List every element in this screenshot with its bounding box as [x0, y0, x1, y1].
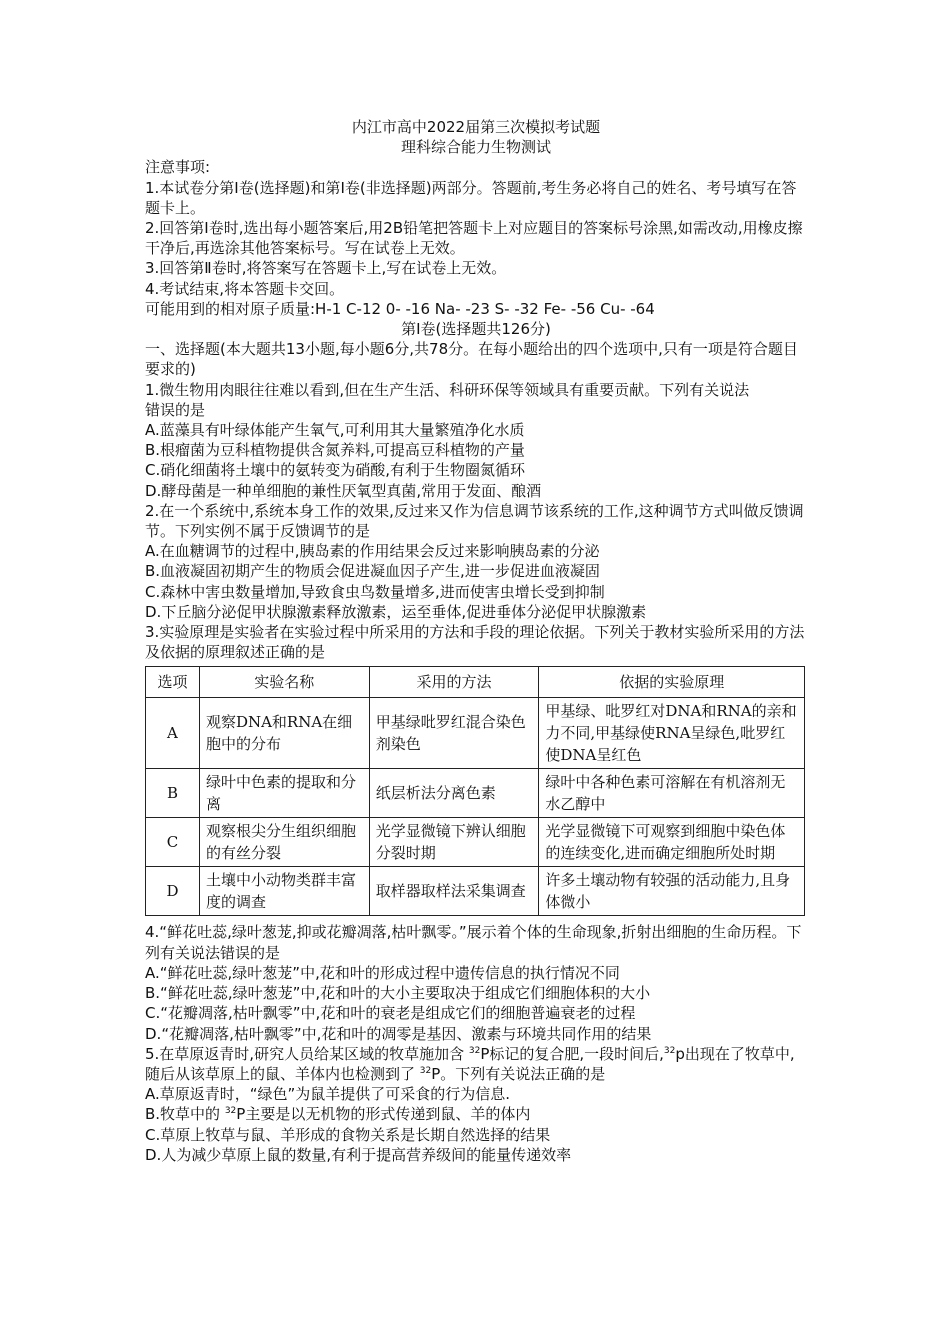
- question-stem: [145, 1044, 807, 1084]
- table-cell: 绿叶中色素的提取和分离: [199, 769, 369, 818]
- table-row: [146, 769, 805, 818]
- stem-text: P。下列有关说法正确的是: [431, 1064, 606, 1083]
- option-d: D.下丘脑分泌促甲状腺激素释放激素，运至垂体,促进垂体分泌促甲状腺激素: [145, 602, 647, 621]
- notice-item: 1.本试卷分第Ⅰ卷(选择题)和第Ⅰ卷(非选择题)两部分。答题前,考生务必将自己的姓名、考号填写在答题卡上。: [145, 178, 797, 217]
- isotope-superscript: 32: [224, 1106, 237, 1117]
- option-c: C.硝化细菌将土壤中的氨转变为硝酸,有利于生物圈氮循环: [145, 461, 526, 480]
- isotope-superscript: 32: [663, 1045, 676, 1056]
- header-cell: 实验名称: [199, 667, 369, 698]
- question-4: [145, 922, 807, 1043]
- option-a: A.蓝藻具有叶绿体能产生氧气,可利用其大量繁殖净化水质: [145, 421, 525, 440]
- table-cell: B: [146, 769, 200, 818]
- table-cell: 光学显微镜下可观察到细胞中染色体的连续变化,进而确定细胞所处时期: [539, 818, 805, 867]
- notice-item: 4.考试结束,将本答题卡交回。: [145, 279, 345, 298]
- table-cell: 观察DNA和RNA在细胞中的分布: [199, 698, 369, 769]
- question-1: [145, 380, 807, 501]
- table-cell: 许多土壤动物有较强的活动能力,且身体微小: [539, 867, 805, 916]
- option-d: D.“花瓣凋落,枯叶飘零”中,花和叶的凋零是基因、激素与环境共同作用的结果: [145, 1024, 652, 1043]
- notice-item: 3.回答第Ⅱ卷时,将答案写在答题卡上,写在试卷上无效。: [145, 259, 507, 278]
- experiment-table: [145, 666, 805, 916]
- section-title: 第Ⅰ卷(选择题共126分): [401, 320, 551, 339]
- exam-content: [145, 117, 807, 1165]
- header-cell: 依据的实验原理: [539, 667, 805, 698]
- option-a: A.“鲜花吐蕊,绿叶葱茏”中,花和叶的形成过程中遗传信息的执行情况不同: [145, 963, 620, 982]
- option-c: C.森林中害虫数量增加,导致食虫鸟数量增多,进而使害虫增长受到抑制: [145, 582, 605, 601]
- table-cell: C: [146, 818, 200, 867]
- table-cell: 甲基绿、吡罗红对DNA和RNA的亲和力不同,甲基绿使RNA呈绿色,吡罗红使DNA呈红色: [539, 698, 805, 769]
- table-row: [146, 698, 805, 769]
- isotope-superscript: 32: [419, 1065, 432, 1076]
- table-cell: 甲基绿吡罗红混合染色剂染色: [369, 698, 539, 769]
- question-2: [145, 501, 807, 622]
- option-c: C.“花瓣凋落,枯叶飘零”中,花和叶的衰老是组成它们的细胞普遍衰老的过程: [145, 1004, 636, 1023]
- question-stem: 2.在一个系统中,系统本身工作的效果,反过来又作为信息调节该系统的工作,这种调节方式叫做反馈调节。下列实例不属于反馈调节的是: [145, 501, 804, 541]
- question-stem: 错误的是: [145, 400, 206, 419]
- table-cell: 取样器取样法采集调查: [369, 867, 539, 916]
- table-cell: A: [146, 698, 200, 769]
- option-b: [145, 1104, 807, 1124]
- atomic-masses: 可能用到的相对原子质量:H-1 C-12 0- -16 Na- -23 S- -32 Fe- -56 Cu- -64: [145, 299, 655, 318]
- exam-subtitle: 理科综合能力生物测试: [400, 138, 551, 157]
- question-stem: 4.“鲜花吐蕊,绿叶葱茏,抑或花瓣凋落,枯叶飘零。”展示着个体的生命现象,折射出细胞的生命历程。下列有关说法错误的是: [145, 923, 802, 962]
- option-b: B.“鲜花吐蕊,绿叶葱茏”中,花和叶的大小主要取决于组成它们细胞体积的大小: [145, 984, 651, 1003]
- header-cell: 采用的方法: [369, 667, 539, 698]
- question-3: [145, 622, 807, 916]
- option-a: A.草原返青时，“绿色”为鼠羊提供了可采食的行为信息.: [145, 1085, 511, 1104]
- header-cell: 选项: [146, 667, 200, 698]
- isotope-superscript: 32: [468, 1045, 481, 1056]
- option-b: B.根瘤菌为豆科植物提供含氮养料,可提高豆科植物的产量: [145, 441, 525, 460]
- notice-item: 2.回答第Ⅰ卷时,选出每小题答案后,用2B铅笔把答题卡上对应题目的答案标号涂黑,如需改动,用橡皮擦干净后,再选涂其他答案标号。写在试卷上无效。: [145, 219, 803, 258]
- stem-text: 5.在草原返青时,研究人员给某区域的牧草施加含: [145, 1044, 469, 1063]
- option-text: B.牧草中的: [145, 1105, 225, 1124]
- option-d: D.人为减少草原上鼠的数量,有利于提高营养级间的能量传递效率: [145, 1145, 572, 1164]
- option-c: C.草原上牧草与鼠、羊形成的食物关系是长期自然选择的结果: [145, 1125, 551, 1144]
- exam-title: 内江市高中2022届第三次模拟考试题: [351, 118, 601, 136]
- table-cell: 光学显微镜下辨认细胞分裂时期: [369, 818, 539, 867]
- question-5: [145, 1044, 807, 1165]
- question-stem: 1.微生物用肉眼往往难以看到,但在生产生活、科研环保等领域具有重要贡献。下列有关说法: [145, 380, 750, 399]
- table-header-row: [146, 667, 805, 698]
- option-text: P主要是以无机物的形式传递到鼠、羊的体内: [236, 1105, 531, 1124]
- option-d: D.酵母菌是一种单细胞的兼性厌氧型真菌,常用于发面、酿酒: [145, 481, 542, 500]
- stem-text: P标记的复合肥,一段时间后,: [480, 1044, 664, 1063]
- option-b: B.血液凝固初期产生的物质会促进凝血因子产生,进一步促进血液凝固: [145, 562, 600, 581]
- table-cell: 土壤中小动物类群丰富度的调查: [199, 867, 369, 916]
- table-cell: 纸层析法分离色素: [369, 769, 539, 818]
- notice-heading: 注意事项:: [145, 158, 211, 177]
- table-cell: 观察根尖分生组织细胞的有丝分裂: [199, 818, 369, 867]
- option-a: A.在血糖调节的过程中,胰岛素的作用结果会反过来影响胰岛素的分泌: [145, 542, 600, 561]
- question-stem: 3.实验原理是实验者在实验过程中所采用的方法和手段的理论依据。下列关于教材实验所采用的方法及依据的原理叙述正确的是: [145, 623, 805, 662]
- table-row: [146, 818, 805, 867]
- stem-text: p出现在了牧草中,随后从该草原上的鼠、羊体内也检测到了: [145, 1044, 795, 1083]
- table-cell: 绿叶中各种色素可溶解在有机溶剂无水乙醇中: [539, 769, 805, 818]
- table-row: [146, 867, 805, 916]
- section-intro: 一、选择题(本大题共13小题,每小题6分,共78分。在每小题给出的四个选项中,只有一项是符合题目要求的): [145, 340, 798, 379]
- table-cell: D: [146, 867, 200, 916]
